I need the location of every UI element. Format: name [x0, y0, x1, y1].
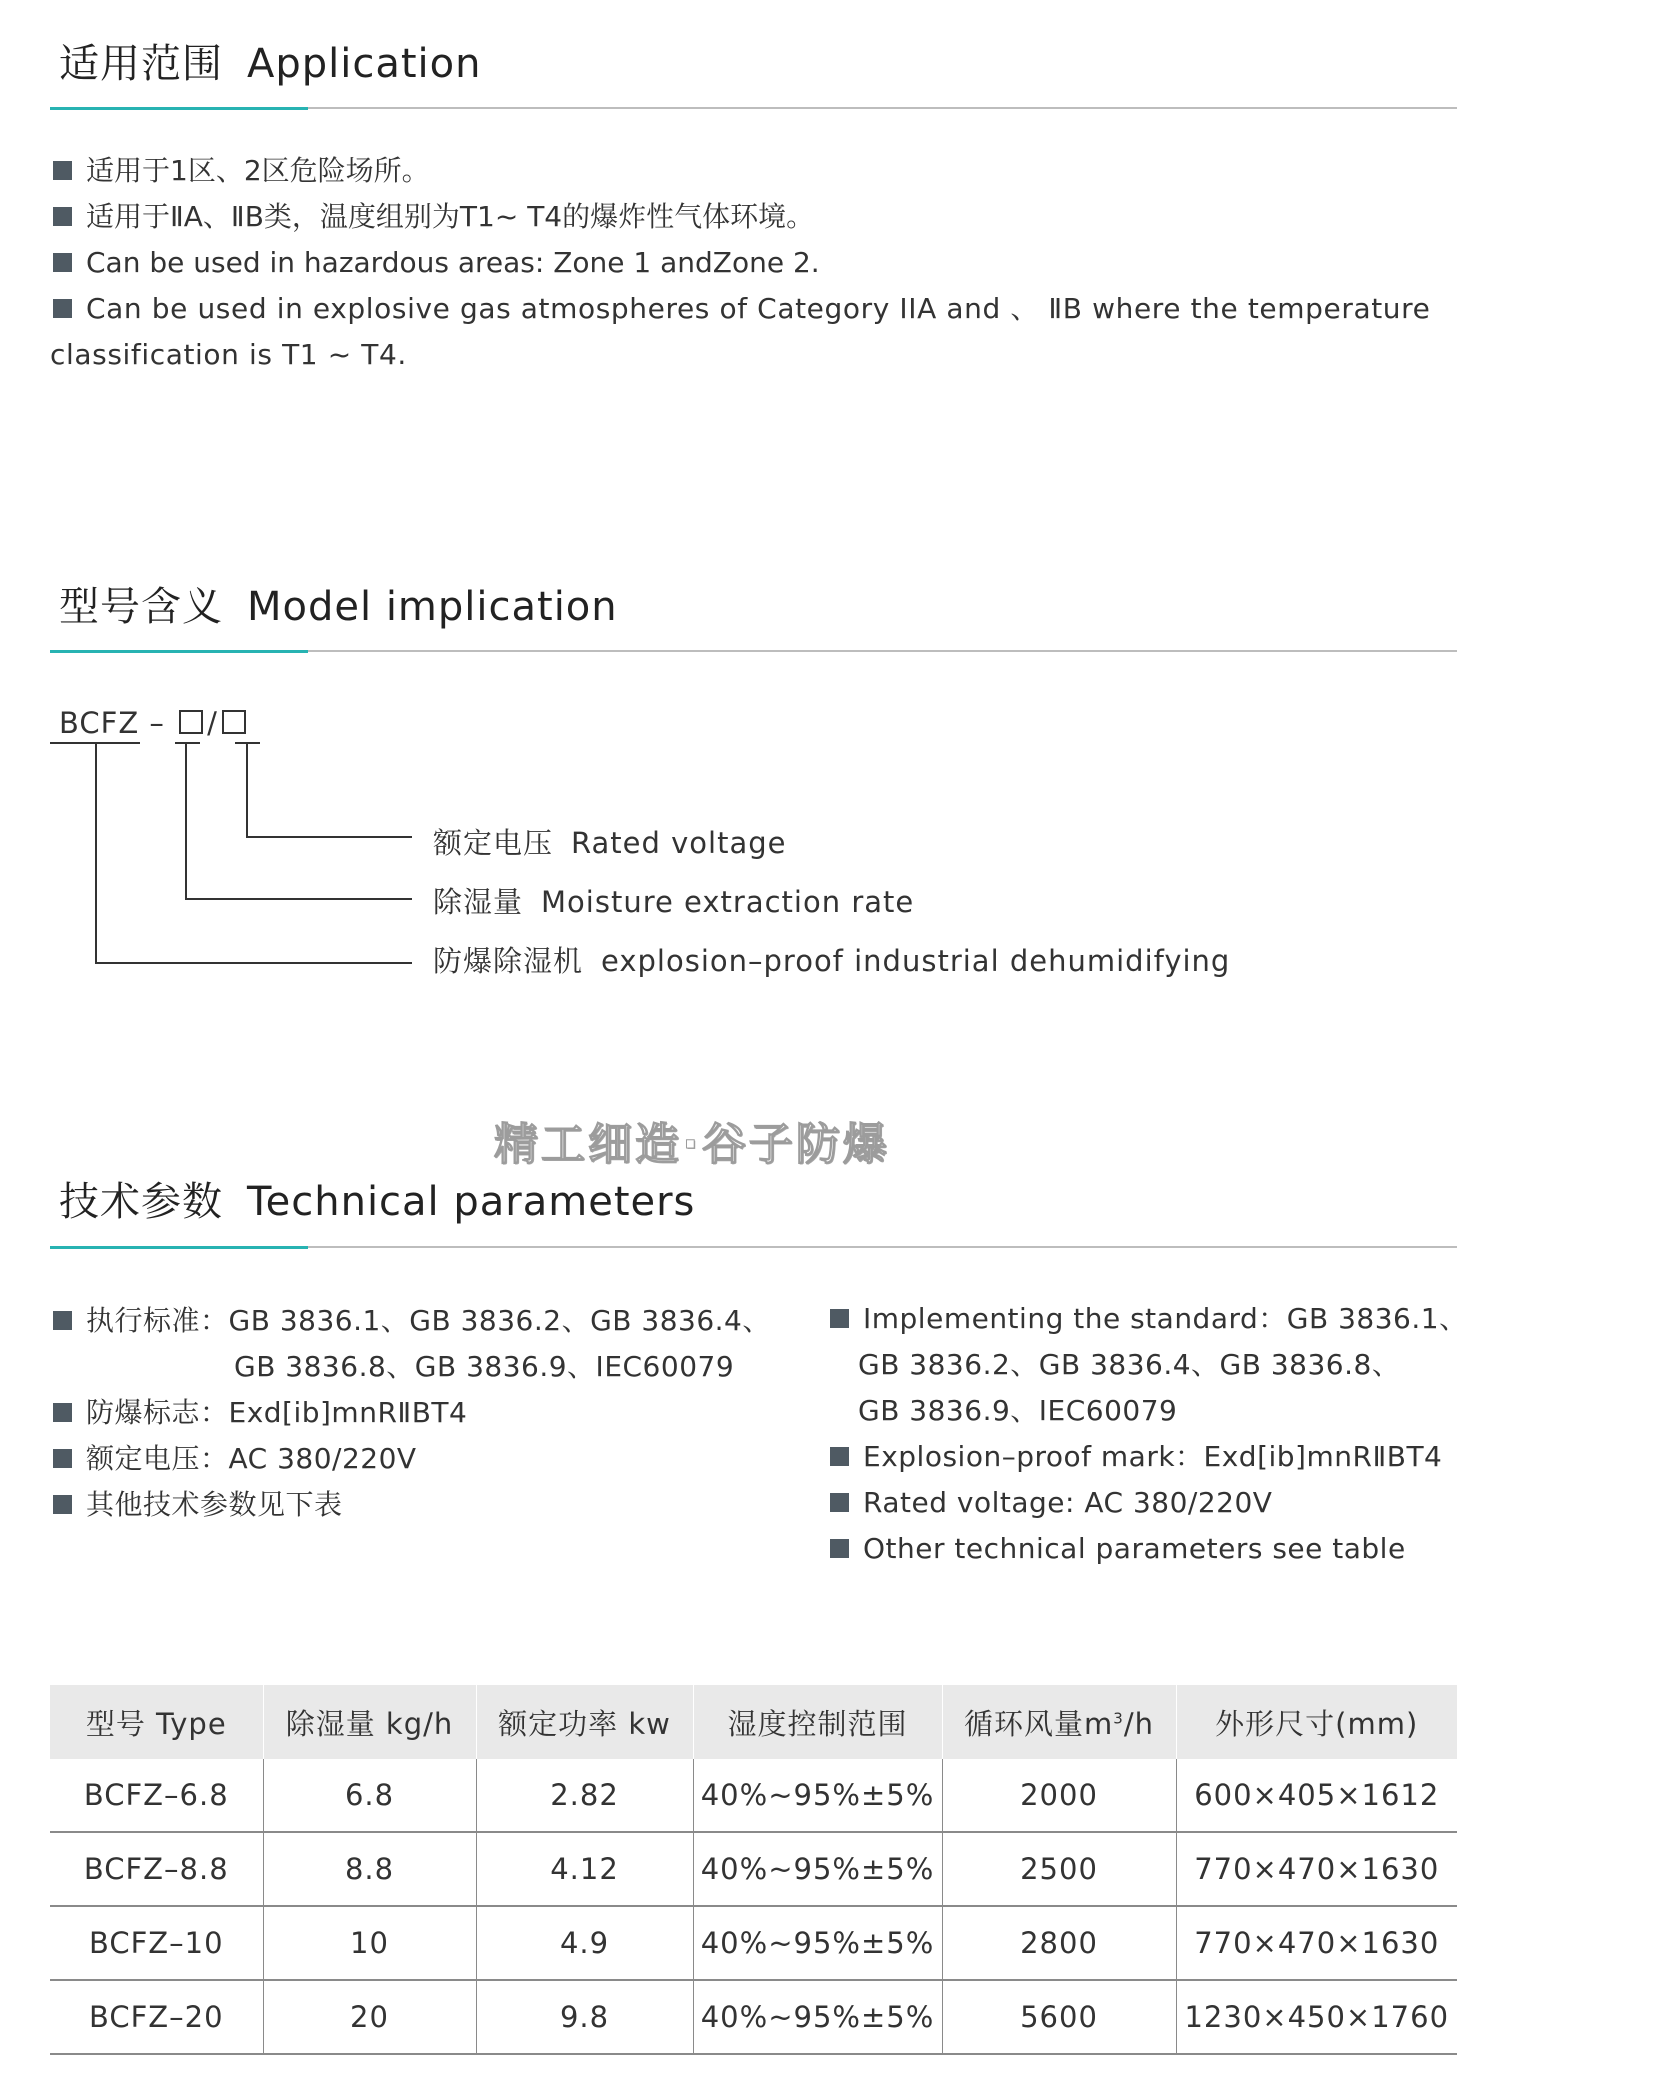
application-line: Can be used in explosive gas atmospheres of Category IIA and 、 ⅡB where the temperature: [86, 292, 1431, 325]
standard-value: GB 3836.1、GB 3836.2、GB 3836.4、: [228, 1304, 771, 1337]
application-list: [50, 148, 1450, 378]
placeholder-box-icon: [179, 710, 203, 734]
model-code-slash: /: [207, 706, 218, 740]
list-item: [827, 1526, 1468, 1572]
cell-dimensions: 1230×450×1760: [1176, 1980, 1457, 2054]
application-rule: [50, 107, 1457, 109]
bullet-icon: [53, 161, 72, 180]
cell-power: 2.82: [476, 1759, 693, 1832]
connector-line: [185, 744, 187, 900]
technical-rule: [50, 1246, 1457, 1248]
header-airflow: [942, 1685, 1176, 1759]
list-item-continuation: [827, 1388, 1468, 1434]
cell-type: BCFZ–10: [50, 1906, 263, 1980]
list-item-continuation: [50, 1344, 771, 1390]
connector-line: [185, 898, 412, 900]
connector-line: [95, 962, 412, 964]
bullet-icon: [830, 1309, 849, 1328]
header-type: 型号 Type: [50, 1685, 263, 1759]
bullet-icon: [53, 207, 72, 226]
model-code: [59, 706, 250, 740]
application-line: 适用于1区、2区危险场所。: [86, 154, 430, 187]
model-title-en: Model implication: [247, 584, 618, 630]
bullet-icon: [830, 1493, 849, 1512]
cell-power: 9.8: [476, 1980, 693, 2054]
table-row: [50, 1832, 1457, 1906]
standard-value: Implementing the standard：GB 3836.1、: [863, 1302, 1468, 1335]
model-title: [59, 575, 618, 632]
rule-accent: [50, 107, 308, 110]
list-item: [827, 1434, 1468, 1480]
cell-type: BCFZ–20: [50, 1980, 263, 2054]
header-power: 额定功率 kw: [476, 1685, 693, 1759]
cell-airflow: 2000: [942, 1759, 1176, 1832]
label-cn: 额定电压: [433, 826, 554, 860]
cell-humidity: 40%~95%±5%: [693, 1832, 942, 1906]
technical-title-cn: 技术参数: [59, 1179, 223, 1225]
bullet-icon: [53, 1311, 72, 1330]
code-underline: [175, 742, 200, 744]
bullet-icon: [53, 1449, 72, 1468]
model-label-moisture: [433, 880, 914, 921]
application-line: Can be used in hazardous areas: Zone 1 andZone 2.: [86, 246, 820, 279]
label-cn: 除湿量: [433, 885, 524, 919]
table-header-row: [50, 1685, 1457, 1759]
bullet-icon: [830, 1539, 849, 1558]
header-airflow-suffix: /h: [1123, 1706, 1154, 1741]
bullet-icon: [53, 1403, 72, 1422]
connector-line: [246, 836, 412, 838]
explosion-mark: Explosion–proof mark：Exd[ib]mnRⅡBT4: [863, 1440, 1443, 1473]
connector-line: [95, 744, 97, 964]
cell-humidity: 40%~95%±5%: [693, 1759, 942, 1832]
technical-title: [59, 1170, 695, 1227]
technical-title-en: Technical parameters: [247, 1179, 696, 1225]
model-label-voltage: [433, 821, 787, 862]
cell-humidity: 40%~95%±5%: [693, 1980, 942, 2054]
rule-accent: [50, 650, 308, 653]
bullet-icon: [830, 1447, 849, 1466]
model-code-dash: –: [149, 706, 165, 740]
specs-table: [50, 1685, 1457, 2055]
list-item-continuation: [50, 332, 1450, 378]
header-dimensions: 外形尺寸(mm): [1176, 1685, 1457, 1759]
rule-accent: [50, 1246, 308, 1249]
bullet-icon: [53, 299, 72, 318]
label-cn: 防爆除湿机: [433, 944, 584, 978]
rated-voltage: 额定电压：AC 380/220V: [86, 1442, 417, 1475]
label-en: explosion–proof industrial dehumidifying: [601, 944, 1231, 978]
connector-line: [246, 744, 248, 838]
cell-dimensions: 770×470×1630: [1176, 1906, 1457, 1980]
cell-type: BCFZ–6.8: [50, 1759, 263, 1832]
list-item: [50, 1390, 771, 1436]
list-item: [827, 1296, 1468, 1342]
cell-airflow: 2800: [942, 1906, 1176, 1980]
standard-label: 执行标准：: [86, 1304, 229, 1337]
other-params: Other technical parameters see table: [863, 1532, 1406, 1565]
header-airflow-text: 循环风量m: [964, 1706, 1114, 1741]
application-title: [59, 32, 482, 89]
list-item-continuation: [827, 1342, 1468, 1388]
bullet-icon: [53, 1495, 72, 1514]
list-item: [827, 1480, 1468, 1526]
cell-humidity: 40%~95%±5%: [693, 1906, 942, 1980]
header-humidity: 湿度控制范围: [693, 1685, 942, 1759]
cell-power: 4.9: [476, 1906, 693, 1980]
list-item: [50, 194, 1450, 240]
table-row: [50, 1980, 1457, 2054]
cell-dimensions: 770×470×1630: [1176, 1832, 1457, 1906]
application-title-cn: 适用范围: [59, 41, 223, 87]
placeholder-box-icon: [222, 710, 246, 734]
cell-airflow: 2500: [942, 1832, 1176, 1906]
table-row: [50, 1906, 1457, 1980]
standard-value: GB 3836.8、GB 3836.9、IEC60079: [234, 1350, 735, 1383]
cell-power: 4.12: [476, 1832, 693, 1906]
list-item: [50, 286, 1450, 332]
technical-left-list: [50, 1298, 771, 1528]
cell-moisture: 8.8: [263, 1832, 476, 1906]
technical-right-list: [827, 1296, 1468, 1572]
list-item: [50, 1436, 771, 1482]
cell-dimensions: 600×405×1612: [1176, 1759, 1457, 1832]
list-item: [50, 1482, 771, 1528]
explosion-mark: 防爆标志：Exd[ib]mnRⅡBT4: [86, 1396, 468, 1429]
label-en: Moisture extraction rate: [541, 885, 915, 919]
rated-voltage: Rated voltage: AC 380/220V: [863, 1486, 1273, 1519]
model-label-dehumidifier: [433, 939, 1230, 980]
cell-moisture: 10: [263, 1906, 476, 1980]
cell-type: BCFZ–8.8: [50, 1832, 263, 1906]
standard-value: GB 3836.2、GB 3836.4、GB 3836.8、: [858, 1348, 1401, 1381]
header-moisture: 除湿量 kg/h: [263, 1685, 476, 1759]
list-item: [50, 148, 1450, 194]
cell-airflow: 5600: [942, 1980, 1176, 2054]
label-en: Rated voltage: [571, 826, 787, 860]
model-title-cn: 型号含义: [59, 584, 223, 630]
table-row: [50, 1759, 1457, 1832]
list-item: [50, 1298, 771, 1344]
list-item: [50, 240, 1450, 286]
model-code-prefix: BCFZ: [59, 706, 140, 740]
other-params: 其他技术参数见下表: [86, 1488, 343, 1521]
model-rule: [50, 650, 1457, 652]
cell-moisture: 20: [263, 1980, 476, 2054]
bullet-icon: [53, 253, 72, 272]
brand-watermark: 精工细造·谷子防爆: [494, 1119, 890, 1170]
standard-value: GB 3836.9、IEC60079: [858, 1394, 1178, 1427]
application-line: classification is T1 ~ T4.: [50, 338, 407, 371]
application-title-en: Application: [247, 41, 482, 87]
header-airflow-sup: 3: [1113, 1708, 1124, 1727]
cell-moisture: 6.8: [263, 1759, 476, 1832]
application-line: 适用于ⅡA、ⅡB类，温度组别为T1~ T4的爆炸性气体环境。: [86, 200, 815, 233]
